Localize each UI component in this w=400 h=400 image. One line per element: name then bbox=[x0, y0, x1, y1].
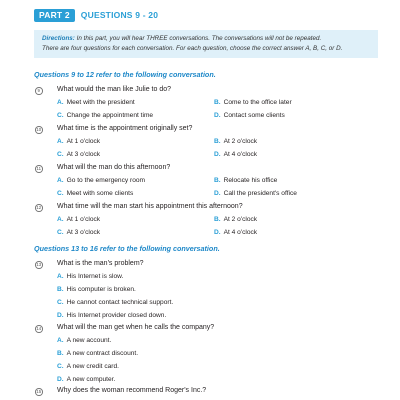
answer-option[interactable]: B. At 2 o'clock bbox=[214, 138, 258, 145]
question-item bbox=[34, 163, 384, 175]
question-number: 14 bbox=[36, 326, 42, 331]
question-number: 12 bbox=[36, 205, 42, 210]
section-title: QUESTIONS 9 - 20 bbox=[80, 10, 159, 20]
question-item bbox=[34, 85, 384, 97]
question-text: What time is the appointment originally set? bbox=[57, 125, 193, 132]
section-header bbox=[34, 8, 158, 22]
directions-box bbox=[34, 30, 378, 58]
answer-option[interactable]: C. He cannot contact technical support. bbox=[57, 299, 174, 306]
question-text: Why does the woman recommend Roger's Inc.? bbox=[57, 387, 207, 394]
answer-option[interactable]: D. At 4 o'clock bbox=[214, 229, 258, 236]
answer-option[interactable]: A. His Internet is slow. bbox=[57, 273, 124, 280]
answer-option[interactable]: C. Meet with some clients bbox=[57, 190, 134, 197]
question-number: 13 bbox=[36, 262, 42, 267]
answer-option[interactable]: B. Come to the office later bbox=[214, 99, 292, 106]
answer-option[interactable]: B. Relocate his office bbox=[214, 177, 278, 184]
question-number: 15 bbox=[36, 389, 42, 394]
directions-line-2: There are four questions for each conversation. For each question, choose the correct answer A, B, C, or D. bbox=[42, 45, 343, 52]
directions-line-1: Directions: In this part, you will hear THREE conversations. The conversations will not be repeated. bbox=[42, 35, 322, 42]
answer-option[interactable]: C. A new credit card. bbox=[57, 363, 120, 370]
answer-option[interactable]: D. Contact some clients bbox=[214, 112, 285, 119]
answer-option[interactable]: C. At 3 o'clock bbox=[57, 151, 101, 158]
group-title: Questions 9 to 12 refer to the following conversation. bbox=[34, 70, 216, 79]
question-number: 9 bbox=[35, 87, 43, 95]
group-title: Questions 13 to 16 refer to the following conversation. bbox=[34, 244, 220, 253]
question-item bbox=[34, 124, 384, 136]
question-item bbox=[34, 386, 384, 398]
question-item bbox=[34, 323, 384, 335]
question-text: What is the man's problem? bbox=[57, 260, 144, 267]
question-number: 10 bbox=[36, 127, 42, 132]
answer-option[interactable]: D. Call the president's office bbox=[214, 190, 297, 197]
answer-option[interactable]: D. His Internet provider closed down. bbox=[57, 312, 167, 319]
question-item bbox=[34, 259, 384, 271]
answer-option[interactable]: D. At 4 o'clock bbox=[214, 151, 258, 158]
question-text: What will the man do this afternoon? bbox=[57, 164, 171, 171]
question-text: What will the man get when he calls the company? bbox=[57, 324, 215, 331]
answer-option[interactable]: B. His computer is broken. bbox=[57, 286, 136, 293]
question-text: What time will the man start his appointment this afternoon? bbox=[57, 203, 243, 210]
answer-option[interactable]: A. A new account. bbox=[57, 337, 112, 344]
directions-label: Directions: bbox=[42, 35, 75, 42]
answer-option[interactable]: B. At 2 o'clock bbox=[214, 216, 258, 223]
answer-option[interactable]: B. A new contract discount. bbox=[57, 350, 139, 357]
answer-option[interactable]: A. At 1 o'clock bbox=[57, 138, 101, 145]
answer-option[interactable]: C. Change the appointment time bbox=[57, 112, 154, 119]
part-badge: PART 2 bbox=[34, 9, 75, 22]
answer-option[interactable]: A. Meet with the president bbox=[57, 99, 135, 106]
answer-option[interactable]: C. At 3 o'clock bbox=[57, 229, 101, 236]
answer-option[interactable]: A. Go to the emergency room bbox=[57, 177, 146, 184]
answer-option[interactable]: A. At 1 o'clock bbox=[57, 216, 101, 223]
answer-option[interactable]: D. A new computer. bbox=[57, 376, 116, 383]
question-item bbox=[34, 202, 384, 214]
question-text: What would the man like Julie to do? bbox=[57, 86, 172, 93]
question-number: 11 bbox=[36, 166, 41, 171]
